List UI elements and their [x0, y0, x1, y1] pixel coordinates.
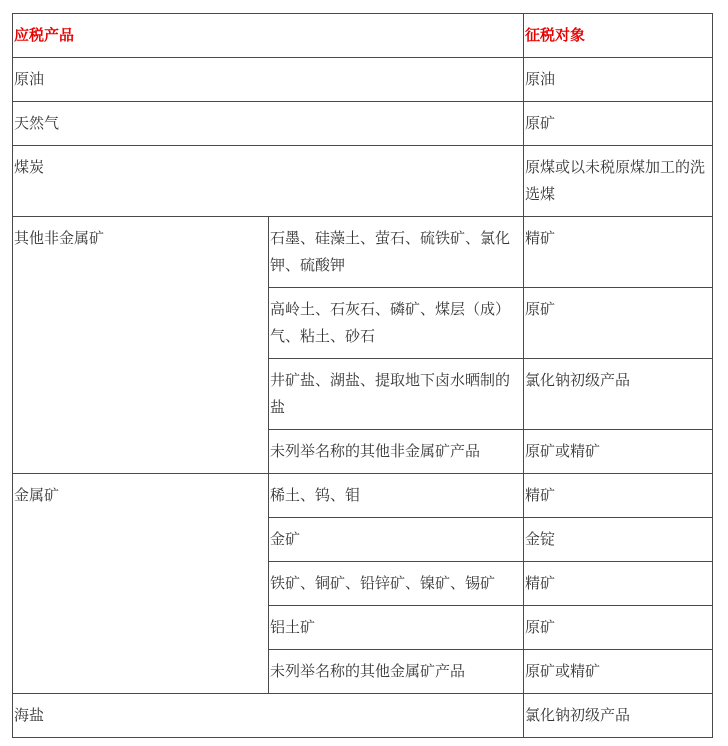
object-cell: 氯化钠初级产品 [524, 694, 713, 738]
header-product: 应税产品 [13, 14, 524, 58]
product-cell: 稀土、钨、钼 [269, 474, 524, 518]
object-cell: 金锭 [524, 518, 713, 562]
product-cell: 铁矿、铜矿、铅锌矿、镍矿、锡矿 [269, 562, 524, 606]
product-cell: 井矿盐、湖盐、提取地下卤水晒制的盐 [269, 359, 524, 430]
product-cell: 天然气 [13, 102, 524, 146]
object-cell: 原矿 [524, 102, 713, 146]
product-cell: 煤炭 [13, 146, 524, 217]
object-cell: 原矿 [524, 288, 713, 359]
category-cell: 其他非金属矿 [13, 217, 269, 474]
table-row [13, 474, 713, 518]
product-cell: 铝土矿 [269, 606, 524, 650]
object-cell: 原矿 [524, 606, 713, 650]
header-object: 征税对象 [524, 14, 713, 58]
product-cell: 石墨、硅藻土、萤石、硫铁矿、氯化钾、硫酸钾 [269, 217, 524, 288]
product-cell: 未列举名称的其他金属矿产品 [269, 650, 524, 694]
product-cell: 原油 [13, 58, 524, 102]
product-cell: 未列举名称的其他非金属矿产品 [269, 430, 524, 474]
table-row [13, 58, 713, 102]
object-cell: 精矿 [524, 217, 713, 288]
table-row [13, 102, 713, 146]
object-cell: 原煤或以未税原煤加工的洗选煤 [524, 146, 713, 217]
object-cell: 原矿或精矿 [524, 430, 713, 474]
category-cell: 金属矿 [13, 474, 269, 694]
object-cell: 原矿或精矿 [524, 650, 713, 694]
header-row [13, 14, 713, 58]
product-cell: 高岭土、石灰石、磷矿、煤层（成）气、粘土、砂石 [269, 288, 524, 359]
table-row [13, 217, 713, 288]
object-cell: 精矿 [524, 562, 713, 606]
object-cell: 精矿 [524, 474, 713, 518]
product-cell: 海盐 [13, 694, 524, 738]
table-row [13, 146, 713, 217]
table-row [13, 694, 713, 738]
object-cell: 原油 [524, 58, 713, 102]
product-cell: 金矿 [269, 518, 524, 562]
resource-tax-table [12, 13, 713, 738]
object-cell: 氯化钠初级产品 [524, 359, 713, 430]
